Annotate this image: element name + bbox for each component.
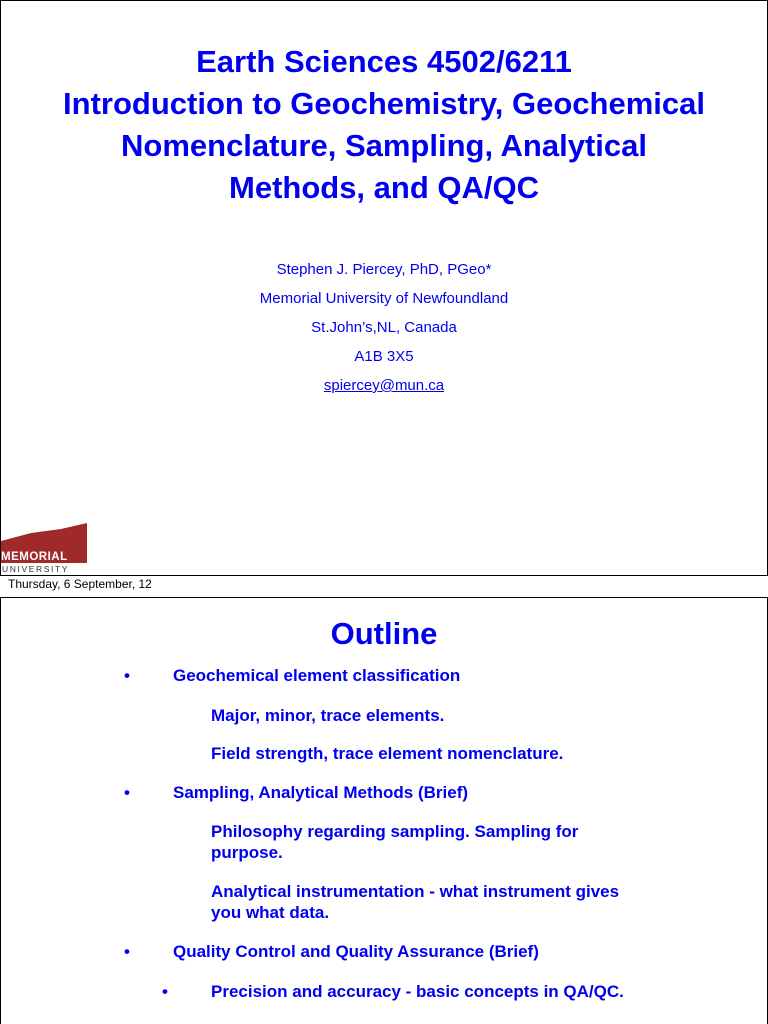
bullet-icon: •	[162, 982, 168, 1001]
title-line-course: Earth Sciences 4502/6211	[196, 44, 572, 79]
outline-slide	[0, 597, 768, 1024]
title-line-2: Introduction to Geochemistry, Geochemical	[63, 86, 705, 121]
bullet-icon: •	[124, 666, 130, 685]
author-name: Stephen J. Piercey, PhD, PGeo*	[276, 261, 492, 278]
logo-wordmark-1: MEMORIAL	[1, 551, 68, 563]
bullet-icon: •	[124, 942, 130, 961]
list-item: you what data.	[211, 903, 330, 922]
list-item: Philosophy regarding sampling. Sampling for	[211, 822, 579, 841]
list-item: Analytical instrumentation - what instrument gives	[211, 882, 620, 901]
memorial-university-logo	[1, 519, 87, 575]
title-line-3: Nomenclature, Sampling, Analytical	[121, 128, 647, 163]
title-line-4: Methods, and QA/QC	[229, 170, 539, 205]
outline-title: Outline	[330, 616, 438, 651]
list-item: Sampling, Analytical Methods (Brief)	[173, 783, 469, 802]
slide-title	[1, 41, 767, 209]
bullet-icon: •	[124, 783, 130, 802]
list-item: purpose.	[211, 843, 283, 862]
email-link[interactable]: spiercey@mun.ca	[323, 377, 445, 394]
institution: Memorial University of Newfoundland	[259, 290, 509, 307]
author-info	[1, 255, 767, 400]
list-item: Field strength, trace element nomenclature.	[211, 744, 564, 763]
list-item: Quality Control and Quality Assurance (Brief)	[173, 942, 539, 961]
list-item: Major, minor, trace elements.	[211, 706, 445, 725]
footer-date: Thursday, 6 September, 12	[8, 577, 152, 591]
logo-wordmark-2: UNIVERSITY	[2, 564, 70, 574]
list-item: Precision and accuracy - basic concepts in QA/QC.	[211, 982, 624, 1001]
list-item: Geochemical element classification	[173, 666, 461, 685]
city: St.John’s,NL, Canada	[311, 319, 457, 336]
postal-code: A1B 3X5	[354, 348, 414, 365]
